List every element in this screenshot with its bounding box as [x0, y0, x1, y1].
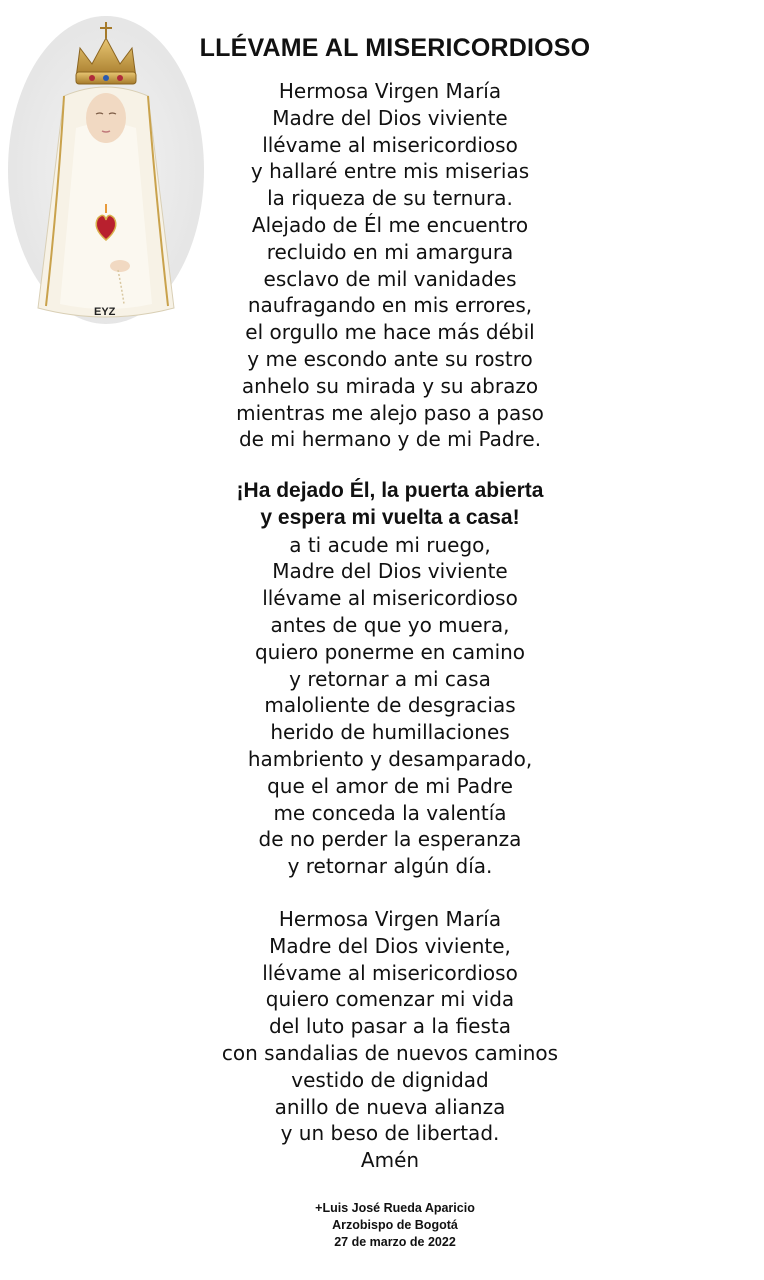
poem-line: esclavo de mil vanidades	[263, 266, 517, 291]
page-title: LLÉVAME AL MISERICORDIOSO	[199, 34, 591, 62]
signature-block	[180, 1200, 610, 1251]
poem-line: que el amor de mi Padre	[267, 773, 513, 798]
poem-line: antes de que yo muera,	[270, 612, 510, 637]
stanza-3	[120, 906, 660, 1174]
poem-line: recluido en mi amargura	[266, 239, 514, 264]
poem-line: con sandalias de nuevos caminos	[221, 1040, 559, 1065]
poem-line: y retornar algún día.	[287, 854, 493, 879]
poem-line: quiero ponerme en camino	[254, 639, 526, 664]
poem-line: vestido de dignidad	[291, 1067, 489, 1092]
poem-line-emphasis: ¡Ha dejado Él, la puerta abierta	[236, 479, 544, 502]
poem-line: de mi hermano y de mi Padre.	[238, 427, 542, 452]
poem-line: Madre del Dios viviente	[272, 559, 508, 584]
poem-line: Alejado de Él me encuentro	[251, 212, 529, 237]
poem-line: Madre del Dios viviente	[272, 105, 508, 130]
watermark-text: EYZ	[94, 306, 116, 318]
author-role: Arzobispo de Bogotá	[332, 1218, 458, 1232]
poem-line: naufragando en mis errores,	[247, 293, 533, 318]
poem-line: Madre del Dios viviente,	[269, 933, 511, 958]
poem-line: herido de humillaciones	[270, 720, 510, 745]
poem-line: el orgullo me hace más débil	[245, 320, 535, 345]
signature-date: 27 de marzo de 2022	[334, 1235, 456, 1249]
stanza-1	[120, 78, 660, 453]
poem-line: mientras me alejo paso a paso	[236, 400, 544, 425]
poem-line: llévame al misericordioso	[262, 960, 518, 985]
poem-line: del luto pasar a la fiesta	[269, 1014, 511, 1039]
poem-line: la riqueza de su ternura.	[267, 186, 513, 211]
stanza-2	[120, 478, 660, 880]
author-name: +Luis José Rueda Aparicio	[315, 1201, 475, 1215]
poem-line-amen: Amén	[360, 1148, 420, 1173]
poem-line: Hermosa Virgen María	[278, 907, 502, 931]
poem-line: quiero comenzar mi vida	[265, 987, 515, 1012]
poem-line: y hallaré entre mis miserias	[250, 159, 530, 184]
poem-line: me conceda la valentía	[273, 800, 507, 825]
poem-line: Hermosa Virgen María	[278, 79, 502, 103]
poem-line: de no perder la esperanza	[258, 827, 522, 852]
poem-line: a ti acude mi ruego,	[289, 532, 491, 557]
poem-line: y retornar a mi casa	[289, 666, 491, 691]
poem-line: llévame al misericordioso	[262, 132, 518, 157]
poem-line: hambriento y desamparado,	[247, 746, 533, 771]
poem-line-emphasis: y espera mi vuelta a casa!	[260, 505, 520, 529]
poem-line: maloliente de desgracias	[264, 693, 516, 718]
poem-line: y me escondo ante su rostro	[247, 346, 533, 371]
poem-line: llévame al misericordioso	[262, 586, 518, 611]
poem-line: y un beso de libertad.	[280, 1121, 500, 1146]
poem-line: anhelo su mirada y su abrazo	[241, 373, 539, 398]
poem-line: anillo de nueva alianza	[274, 1094, 506, 1119]
